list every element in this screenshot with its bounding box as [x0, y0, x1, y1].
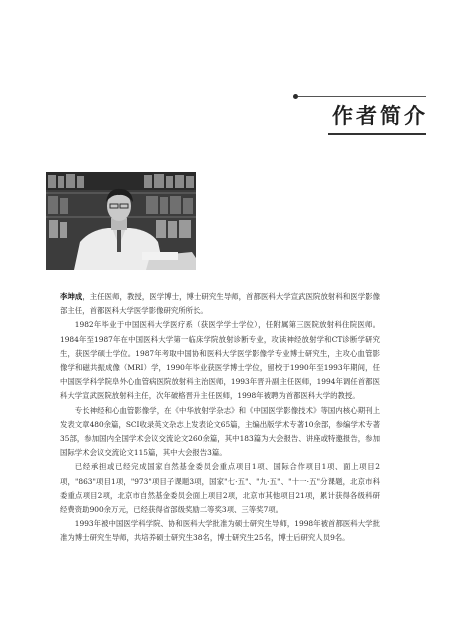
biography-paragraph-5: 1993年被中国医学科学院、协和医科大学批准为硕士研究生导师，1998年被首都医科大学批准为博士研究生导师，共培养硕士研究生38名，博士研究生25名，博士后研究人员9名。 [60, 519, 380, 543]
author-name: 李坤成 [60, 292, 83, 301]
biography-paragraph-4: 已经承担或已经完成国家自然基金委员会重点项目1项、国际合作项目1项、面上项目2项，"863"项目1项，"973"项目子课题3项，国家"七·五"、"九·五"、"十一·五"分课题，北京市科委重点项目2项，北京市自然基金委员会面上项目2项，北京市其他项目21项，累计获得各级科研经费资助900余万元，已经获得省部级奖励二等奖3项、三等奖7项。 [60, 462, 380, 515]
biography-paragraph-1: 李坤成，主任医师，教授，医学博士，博士研究生导师，首都医科大学宣武医院放射科和医学影像部主任，首都医科大学医学影像研究所所长。 [60, 292, 380, 316]
biography-paragraph-3: 专长神经和心血管影像学，在《中华放射学杂志》和《中国医学影像技术》等国内核心期刊上发表文章480余篇，SCI收录英文杂志上发表论文65篇，主编出版学术专著10余部，参编学术专著35部，参加国内全国学术会议交流论文260余篇，其中183篇为大会报告、讲座或特邀报告，参加国际学术会议交流论文115篇，其中大会报告3篇。 [60, 405, 381, 458]
biography-paragraph-2: 1982年毕业于中国医科大学医疗系（获医学学士学位），任附属第三医院放射科住院医师。1984年至1987年在中国医科大学第一临床学院放射诊断专业，攻读神经放射学和CT诊断学研究生，获医学硕士学位。1987年考取中国协和医科大学医学影像学专业博士研究生，主攻心血管影像学和磁共振成像（MRI）学，1990年毕业获医学博士学位，留校于1990年至1993年期间，任中国医学科学院阜外心血管病医院放射科主治医师，1993年晋升副主任医师，1994年调任首都医科大学宣武医院放射科主任，次年破格晋升主任医师，1998年被聘为首都医科大学的教授。 [60, 320, 380, 401]
author-photo [46, 172, 196, 270]
biography-text [60, 290, 380, 546]
author-photo-illustration [46, 172, 196, 270]
title-underline [328, 133, 426, 135]
header-rule [298, 96, 426, 97]
page-title: 作者简介 [332, 104, 428, 128]
